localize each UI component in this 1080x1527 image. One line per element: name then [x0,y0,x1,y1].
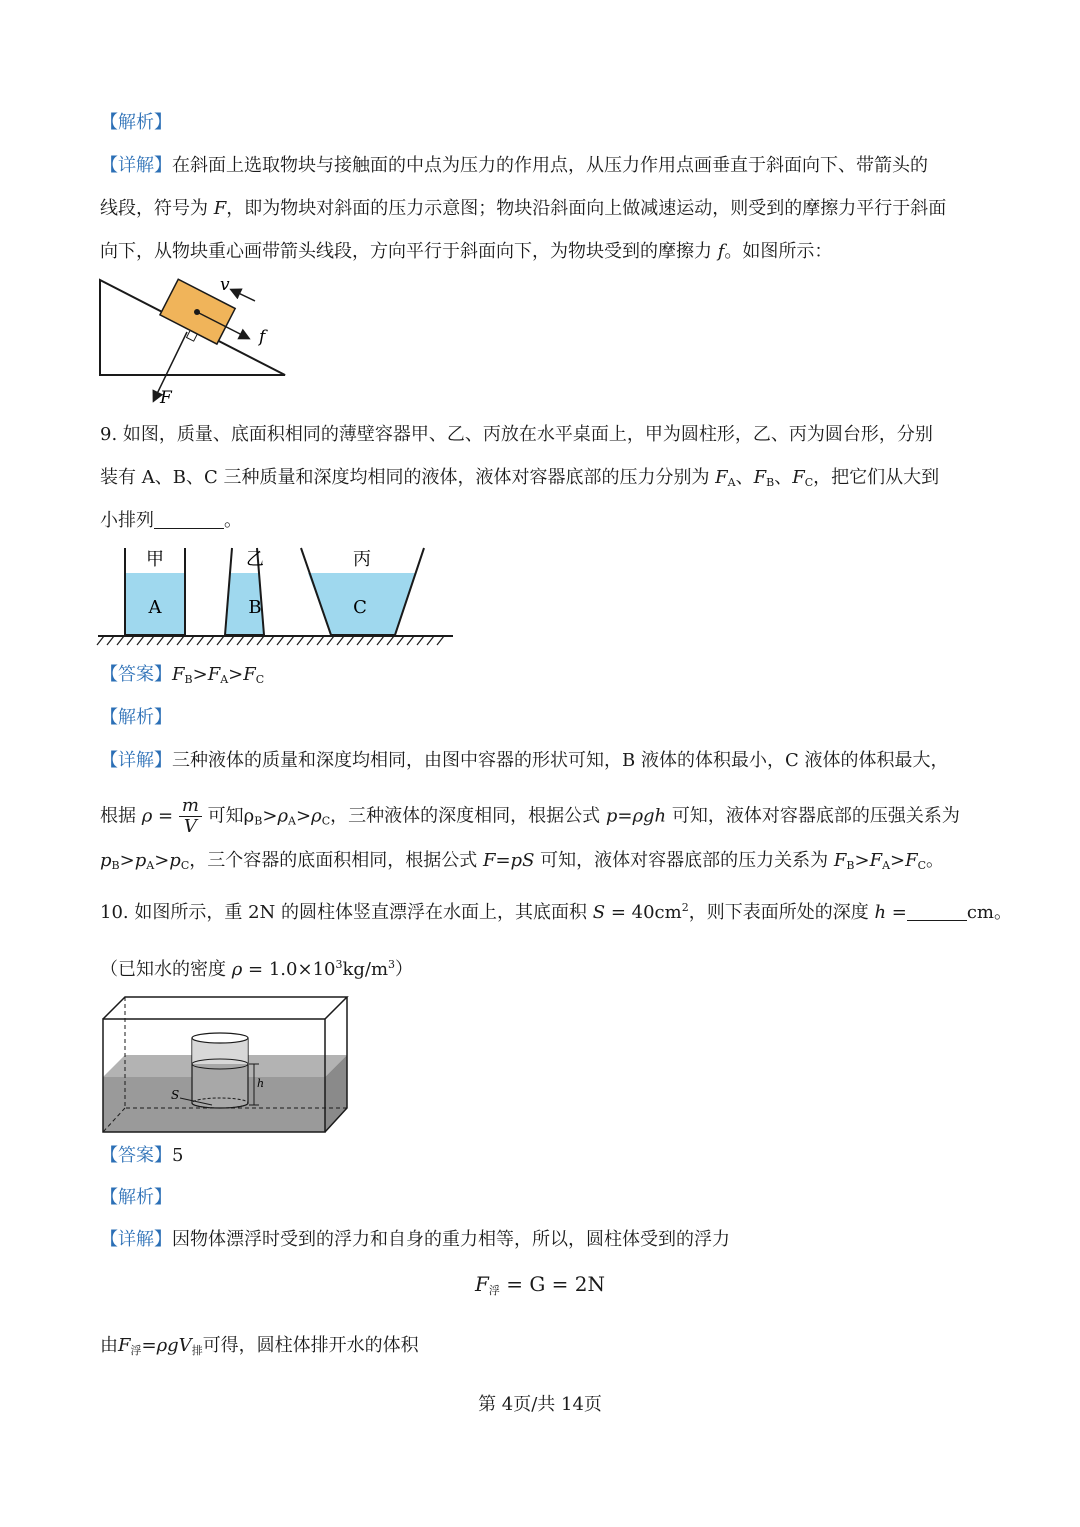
q9-stem-text-4: 小排列 [100,510,154,531]
hatch-line [297,636,304,645]
formula-m: m [179,796,202,817]
hatch-line [397,636,404,645]
hatch-line [257,636,264,645]
hatch-line [227,636,234,645]
q9-FB-sub: B [766,476,775,489]
S-label: S [171,1088,180,1102]
q9-ans-gt1: > [192,664,208,685]
q10-answer-value: 5 [172,1145,184,1166]
q9-ans-gt2: > [228,664,244,685]
q9-detail-3-subs-1-2: B [846,859,855,872]
hatch-line [197,636,204,645]
q9-detail-3-subs-1: B [111,859,120,872]
q8-xiangjie-label: 【详解】 [100,155,172,176]
q10-answer-blank[interactable] [907,902,967,921]
hatch-line [207,636,214,645]
hatch-line [137,636,144,645]
q9-detail-line2: 根据 ρ = $\frac{m}{V}$ 可知$\rho_B>\rho_A>\rho_C$，三种液体的深度相同，根据公式 p=ρgh 可知，液体对容器底部的压强关系为 [100,795,960,837]
hatch-line [437,636,444,645]
q9-detail-3-subs-0-2: A [882,859,891,872]
q10-stem-line1: 10. 如图所示，重 2N 的圆柱体竖直漂浮在水面上，其底面积 $S = 40cm^2$，则下表面所处的深度 h = cm。 [100,901,1012,923]
eq-rest: = G = 2N [499,1272,606,1296]
hatch-line [417,636,424,645]
eq-F: F [474,1272,489,1296]
q9-FC-symbol: F [792,467,805,488]
q10-detail-line [100,1227,730,1253]
q8-f-symbol: f [717,241,725,262]
hatch-line [107,636,114,645]
hatch-line [387,636,394,645]
label-A: A [148,597,162,618]
q10-answer-label: 【答案】 [100,1145,172,1166]
eq-sub: 浮 [488,1284,500,1297]
f-label: f [259,327,266,347]
q9-jiexi-label: 【解析】 [100,707,172,728]
hatch-line [357,636,364,645]
hatch-line [307,636,314,645]
q8-jiexi-label: 【解析】 [100,112,172,133]
hatch-line [367,636,374,645]
q10-stem-pre: 如图所示，重 2N 的圆柱体竖直漂浮在水面上，其底面积 [134,902,588,923]
force-formula: F=pS [482,850,535,871]
q9-FB-symbol: F [753,467,767,488]
hatch-line [217,636,224,645]
q10-known-pre: （已知水的密度 [100,959,226,980]
hatch-line [277,636,284,645]
q10-stem-mid: ，则下表面所处的深度 [688,902,869,923]
q9-xiangjie-label: 【详解】 [100,750,172,771]
q9-detail-2-end: 可知，液体对容器底部的压强关系为 [671,805,960,827]
q9-ans-F3: F [243,664,256,685]
q10-known-post: ） [395,959,414,980]
hatch-line [167,636,174,645]
q9-sep-1: 、 [735,467,754,488]
q9-detail-2-text: ，三种液体的深度相同，根据公式 [330,805,601,827]
q10-known-unit: kg/m [342,959,389,980]
q8-detail-line1 [100,153,928,179]
label-bing: 丙 [353,549,371,570]
q8-detail-text-2: 线段，符号为 [100,198,208,219]
q9-stem-line1 [100,422,933,448]
label-yi: 乙 [246,549,264,570]
q9-answer-line [100,662,264,693]
buoyancy-equation [0,1272,1080,1298]
hatch-line [157,636,164,645]
q10-detail-text: 因物体漂浮时受到的浮力和自身的重力相等，所以，圆柱体受到的浮力 [172,1229,730,1250]
q9-ans-sub3: C [255,673,265,686]
hatch-line [347,636,354,645]
q9-detail-line1 [100,748,948,774]
floating-cylinder-diagram [100,995,350,1135]
F-label: F [160,388,172,408]
q9-stem-line2 [100,465,939,496]
q9-ans-sub1: B [184,673,193,686]
q10-known-line: （已知水的密度 $\rho = 1.0\times 10^3kg/m^3$） [100,958,414,980]
q8-detail-line3 [100,239,832,265]
hatch-line [377,636,384,645]
q9-detail-text-1: 三种液体的质量和深度均相同，由图中容器的形状可知，B 液体的体积最小，C 液体的体积最大， [172,750,949,771]
q9-answer-label: 【答案】 [100,664,172,685]
q10-rho-value: 1.0×10 [268,959,336,980]
q10-last-line: 由$F_浮=\rho gV_排$可得，圆柱体排开水的体积 [100,1335,419,1357]
q9-rho-sub-A: A [288,814,296,828]
q8-detail-text-3: ，即为物块对斜面的压力示意图；物块沿斜面向上做减速运动，则受到的摩擦力平行于斜面 [226,198,947,219]
hatch-line [177,636,184,645]
q8-detail-text-5: 。如图所示： [724,241,833,262]
table-hatching [97,636,444,645]
hatch-line [247,636,254,645]
q9-ans-F2: F [207,664,221,685]
q9-stem-text-1: 如图，质量、底面积相同的薄壁容器甲、乙、丙放在水平桌面上，甲为圆柱形，乙、丙为圆台形，分别 [122,424,933,445]
q10-jiexi-label: 【解析】 [100,1187,172,1208]
hatch-line [267,636,274,645]
q8-F-symbol: F [213,198,227,219]
rho-symbol: ρ [141,805,153,827]
q9-stem-end: 。 [224,510,242,531]
hatch-line [147,636,154,645]
hatch-line [127,636,134,645]
hatch-line [117,636,124,645]
h-label: h [257,1077,265,1090]
q9-stem-text-2: 装有 A、B、C 三种质量和深度均相同的液体，液体对容器底部的压力分别为 [100,467,716,488]
q10-S-value: 40cm [631,902,682,923]
label-B: B [248,597,262,618]
q9-FA-sub: A [727,476,736,489]
hatch-line [97,636,104,645]
cylinder-top [192,1033,248,1043]
hatch-line [337,636,344,645]
containers-diagram [98,543,458,648]
hatch-line [317,636,324,645]
hatch-line [327,636,334,645]
q9-ans-sub2: A [220,673,229,686]
formula-V: V [183,816,197,837]
q10-last-sub2: 排 [191,1344,203,1357]
q10-last-sub1: 浮 [130,1344,142,1357]
q9-rho-sub-C: C [321,814,331,828]
density-formula: ρ = $\frac{m}{V}$ [142,796,202,837]
hatch-line [407,636,414,645]
q10-last-post: 可得，圆柱体排开水的体积 [202,1335,419,1356]
page-footer: 第 4页/共 14页 [478,1394,602,1415]
hatch-line [427,636,434,645]
q9-answer-blank[interactable] [154,510,224,529]
q9-detail-3-subs-0: A [146,859,155,872]
q8-detail-text-1: 在斜面上选取物块与接触面的中点为压力的作用点，从压力作用点画垂直于斜面向下、带箭头的 [172,155,928,176]
q9-detail-3-end: 可知，液体对容器底部的压力关系为 [540,850,829,871]
velocity-arrow [232,290,255,301]
q10-last-mid: =ρgV [141,1335,192,1356]
q9-rho-sub-B: B [254,814,263,828]
v-label: v [220,275,230,295]
label-jia: 甲 [146,549,164,570]
q8-detail-text-4: 向下，从物块重心画带箭头线段，方向平行于斜面向下，为物块受到的摩擦力 [100,241,712,262]
hatch-line [237,636,244,645]
q10-last-pre: 由 [100,1335,118,1356]
q9-FA-symbol: F [715,467,728,488]
q10-number: 10. [100,902,129,923]
hatch-line [187,636,194,645]
q9-stem-line3 [100,508,242,534]
q9-detail-2-pre: 根据 [100,805,136,827]
q9-sep-2: 、 [774,467,793,488]
q10-xiangjie-label: 【详解】 [100,1229,172,1250]
q9-ans-F1: F [172,664,185,685]
q9-FC-sub: C [804,476,814,489]
q10-answer-line [100,1143,183,1169]
q9-stem-text-3: ，把它们从大到 [813,467,940,488]
q9-detail-2-mid: 可知ρ [207,805,255,827]
incline-diagram [95,275,295,410]
q9-number: 9. [100,424,118,445]
q8-detail-line2 [100,196,946,222]
q9-detail-3-mid: ，三个容器的底面积相同，根据公式 [189,850,478,871]
q9-detail-line3: $p_B>p_A>p_C$，三个容器的底面积相同，根据公式 F=pS 可知，液体对容器底部的压力关系为 $F_B>F_A>F_C$。 [100,850,945,872]
pressure-formula: p=ρgh [605,805,667,827]
q9-detail-3-subs-2: C [180,859,190,872]
q9-detail-3-subs-2-2: C [917,859,927,872]
q10-unit: cm。 [966,902,1012,923]
label-C: C [353,597,367,618]
hatch-line [287,636,294,645]
